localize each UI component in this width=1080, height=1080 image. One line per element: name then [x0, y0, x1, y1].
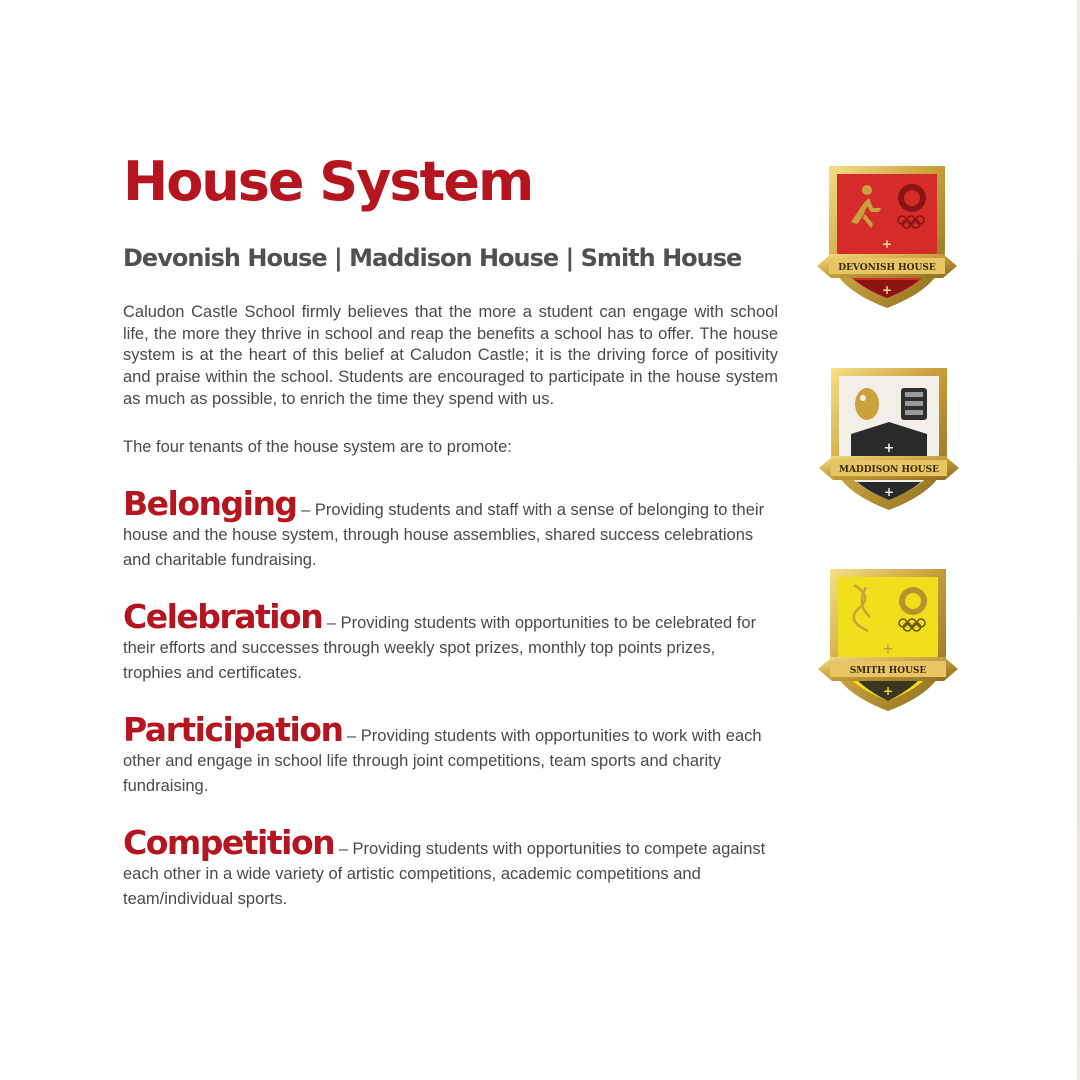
tenant-name: Celebration: [123, 597, 323, 636]
lion-head-icon: [899, 587, 927, 615]
tenant-name: Belonging: [123, 484, 297, 523]
three-lions-shield-icon: [901, 388, 927, 420]
crest-label: MADDISON HOUSE: [838, 465, 940, 475]
tenant-competition: [123, 823, 778, 912]
tenant-celebration: [123, 597, 778, 686]
cross-icon: +: [882, 642, 894, 657]
tenants-lead-text: The four tenants of the house system are to promote:: [123, 438, 512, 456]
tenant-description: – Providing students with opportunities to work with each other and engage in school life through joint competitions, team sports and charity fundraising.: [123, 727, 762, 795]
page-title: House System: [123, 150, 533, 213]
crest-label: SMITH HOUSE: [849, 666, 927, 676]
tenant-participation: [123, 710, 778, 799]
maddison-house-crest: [817, 364, 961, 514]
house-names-subtitle: Devonish House | Maddison House | Smith House: [123, 244, 742, 272]
intro-paragraph: Caludon Castle School firmly believes that the more a student can engage with school life, the more they thrive in school and reap the benefits a school has to offer. The house system is at the heart of this belief at Caludon Castle; it is the driving force of positivity and praise within the school. Students are encouraged to participate in the house system as much as possible, to enrich the time they spend with us.: [123, 303, 778, 408]
smith-house-crest: [816, 565, 960, 715]
tenant-description: – Providing students with opportunities to compete against each other in a wide variety of artistic competitions, academic competitions and team/individual sports.: [123, 840, 766, 908]
tenant-description: – Providing students and staff with a sense of belonging to their house and the house system, through house assemblies, shared success celebrations and charitable fundraising.: [123, 501, 765, 569]
tenant-name: Competition: [123, 823, 335, 862]
devonish-house-crest: [815, 162, 959, 312]
tenant-name: Participation: [123, 710, 343, 749]
cross-icon: +: [882, 684, 894, 698]
lion-head-icon: [898, 184, 926, 212]
cross-icon: +: [881, 237, 893, 251]
premier-league-lion-icon: [855, 388, 879, 420]
cross-icon: +: [883, 485, 895, 499]
crest-label: DEVONISH HOUSE: [838, 263, 936, 273]
tenant-description: – Providing students with opportunities to be celebrated for their efforts and successes through weekly spot prizes, monthly top points prizes, trophies and certificates.: [123, 614, 757, 682]
cross-icon: +: [881, 283, 893, 297]
tenant-belonging: [123, 484, 778, 573]
cross-icon: +: [883, 441, 895, 456]
